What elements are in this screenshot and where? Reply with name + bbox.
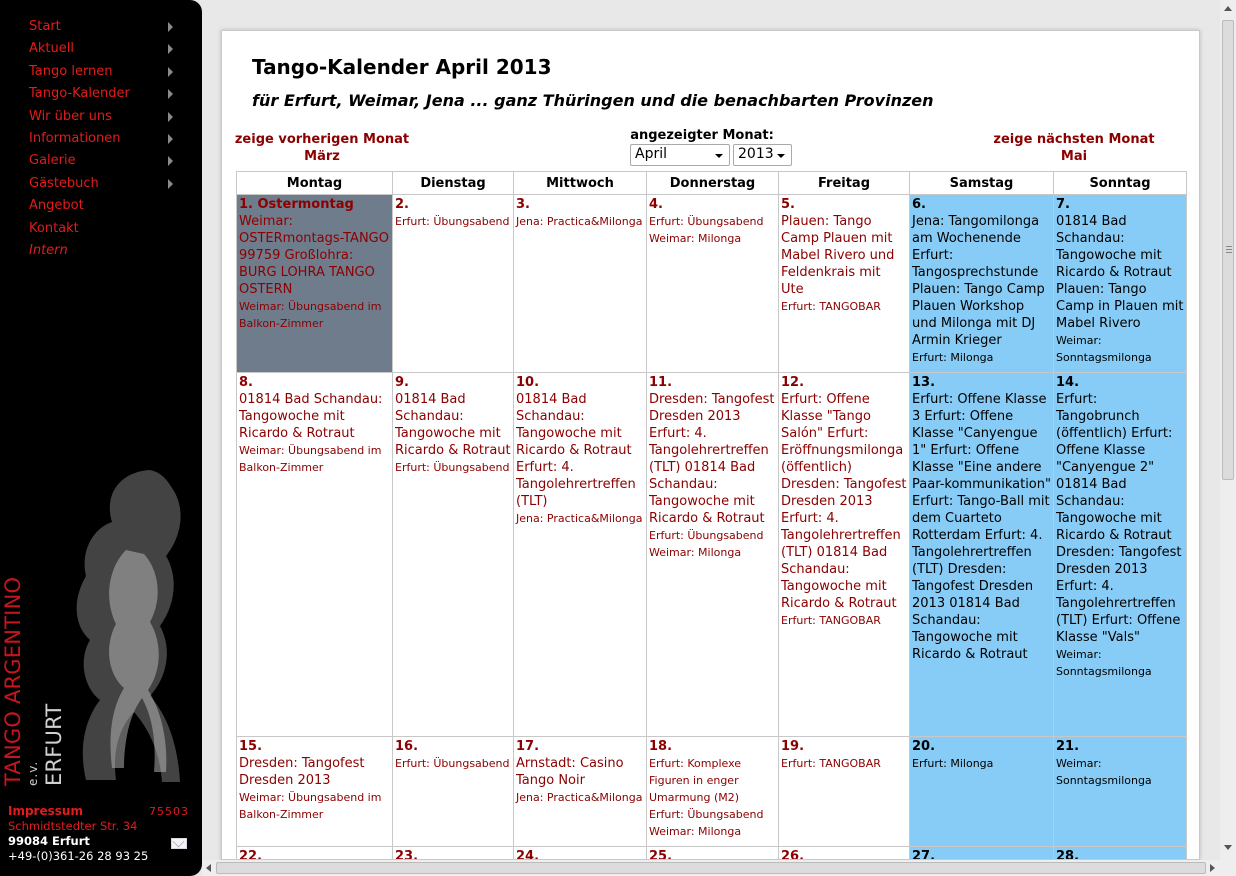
nav-item-label: Tango lernen	[29, 63, 113, 79]
address-city: 99084 Erfurt	[8, 834, 90, 848]
year-select[interactable]	[733, 144, 792, 166]
calendar-week-row	[237, 195, 1187, 373]
calendar-event-link[interactable]: Weimar: Milonga	[649, 825, 742, 838]
nav-item-label: Aktuell	[29, 41, 74, 57]
calendar-event-link[interactable]: Erfurt: Übungsabend	[395, 461, 510, 474]
address-street: Schmidtstedter Str. 34	[8, 819, 138, 833]
shown-month-label: angezeigter Monat:	[630, 128, 774, 143]
nav-item-tango-kalender[interactable]	[0, 83, 202, 105]
horizontal-scrollbar[interactable]	[202, 860, 1220, 876]
scroll-down-arrow-icon[interactable]	[1224, 845, 1232, 850]
calendar-event-link[interactable]: Dresden: Tangofest Dresden 2013 Erfurt: 4. Tangolehrertreffen (TLT) 01814 Bad Schandau: Tangowoche mit Ricardo & Rotraut	[649, 392, 775, 526]
day-number: 14.	[1056, 375, 1080, 390]
nav-item-informationen[interactable]	[0, 128, 202, 150]
weekday-header-row	[237, 172, 1187, 195]
day-number: 22.	[239, 849, 263, 860]
calendar-event-link[interactable]: Weimar: Sonntagsmilonga	[1056, 334, 1152, 364]
weekday-header: Freitag	[779, 172, 910, 195]
next-month-link[interactable]	[974, 131, 1174, 165]
calendar-event-link[interactable]: Weimar: Übungsabend im Balkon-Zimmer	[239, 791, 382, 821]
calendar-event-link[interactable]: Weimar: Milonga	[649, 546, 742, 559]
weekday-header: Dienstag	[393, 172, 514, 195]
calendar-day-cell	[779, 737, 910, 847]
calendar-day-cell	[647, 195, 779, 373]
calendar-day-cell	[1054, 373, 1187, 737]
calendar-event-link[interactable]: Erfurt: Übungsabend	[649, 808, 764, 821]
day-number: 25.	[649, 849, 673, 860]
nav-item-tango-lernen[interactable]	[0, 61, 202, 83]
calendar-day-cell	[910, 737, 1054, 847]
day-number: 24.	[516, 849, 540, 860]
sidebar	[0, 0, 202, 876]
month-select[interactable]	[630, 144, 730, 166]
day-number: 17.	[516, 739, 540, 754]
calendar-event-link[interactable]: Arnstadt: Casino Tango Noir	[516, 756, 624, 788]
calendar-day-cell	[237, 373, 393, 737]
calendar-day-cell	[514, 737, 647, 847]
month-select-value: April	[635, 146, 667, 162]
scroll-up-arrow-icon[interactable]	[1224, 6, 1232, 11]
chevron-down-icon	[777, 154, 785, 158]
mail-icon[interactable]	[171, 838, 187, 849]
calendar-day-cell	[779, 847, 910, 861]
calendar-week-row	[237, 373, 1187, 737]
page-subtitle: für Erfurt, Weimar, Jena ... ganz Thüringen und die benachbarten Provinzen	[252, 91, 934, 110]
previous-month-name: März	[304, 149, 340, 164]
nav-item-label: Galerie	[29, 153, 76, 169]
scroll-right-arrow-icon[interactable]	[1210, 864, 1215, 872]
weekday-header: Montag	[237, 172, 393, 195]
scrollbar-corner	[1220, 860, 1236, 876]
day-number: 13.	[912, 375, 936, 390]
day-number: 12.	[781, 375, 805, 390]
brand-vertical-text: TANGO ARGENTINO e.v. ERFURT	[1, 576, 66, 786]
calendar-day-cell	[393, 195, 514, 373]
calendar-day-cell	[647, 737, 779, 847]
calendar-event-link[interactable]: 01814 Bad Schandau: Tangowoche mit Ricardo & Rotraut	[395, 392, 511, 458]
calendar-day-cell	[910, 373, 1054, 737]
nav-item-label: Gästebuch	[29, 175, 99, 191]
day-number: 19.	[781, 739, 805, 754]
day-number: 27.	[912, 849, 936, 860]
calendar-day-cell	[514, 847, 647, 861]
day-number: 1. Ostermontag	[239, 197, 354, 212]
day-number: 9.	[395, 375, 409, 390]
previous-month-link[interactable]	[222, 131, 422, 165]
nav-item-intern[interactable]	[0, 240, 202, 262]
nav-item-label: Wir über uns	[29, 108, 112, 124]
chevron-right-icon	[168, 44, 173, 54]
phone-number: +49-(0)361-26 28 93 25	[8, 849, 149, 863]
chevron-right-icon	[168, 67, 173, 77]
nav-item-gästebuch[interactable]	[0, 173, 202, 195]
grip-icon	[1226, 246, 1232, 247]
chevron-right-icon	[168, 156, 173, 166]
day-number: 23.	[395, 849, 419, 860]
day-number: 2.	[395, 197, 409, 212]
calendar-event-link[interactable]: Weimar: Sonntagsmilonga	[1056, 648, 1152, 678]
calendar-day-cell	[237, 737, 393, 847]
impressum-link[interactable]: Impressum	[8, 804, 83, 818]
calendar-day-cell	[393, 373, 514, 737]
main-nav	[0, 16, 202, 262]
day-number: 28.	[1056, 849, 1080, 860]
day-number: 7.	[1056, 197, 1070, 212]
visitor-counter: 75503	[149, 805, 189, 818]
calendar-day-cell	[647, 847, 779, 861]
content-panel	[221, 30, 1200, 860]
nav-item-label: Tango-Kalender	[29, 86, 130, 102]
day-number: 6.	[912, 197, 926, 212]
nav-item-angebot[interactable]	[0, 195, 202, 217]
chevron-right-icon	[168, 134, 173, 144]
calendar-day-cell	[1054, 737, 1187, 847]
nav-item-aktuell[interactable]	[0, 38, 202, 60]
nav-item-label: Intern	[29, 242, 68, 258]
year-select-value: 2013	[738, 146, 774, 162]
calendar-event-link[interactable]: 01814 Bad Schandau: Tangowoche mit Ricardo & Rotraut Plauen: Tango Camp in Plauen mit Mabel Rivero	[1056, 214, 1184, 331]
calendar-event-link[interactable]: 01814 Bad Schandau: Tangowoche mit Ricardo & Rotraut	[239, 392, 383, 441]
calendar-event-link[interactable]: Jena: Practica&Milonga	[516, 215, 643, 228]
nav-item-start[interactable]	[0, 16, 202, 38]
calendar-day-cell	[1054, 195, 1187, 373]
calendar-event-link[interactable]: Erfurt: Übungsabend	[395, 757, 510, 770]
nav-item-label: Start	[29, 19, 61, 34]
day-number: 10.	[516, 375, 540, 390]
next-month-name: Mai	[1060, 149, 1088, 164]
calendar-event-link[interactable]: Jena: Practica&Milonga	[516, 512, 643, 525]
calendar-event-link[interactable]: Jena: Tangomilonga am Wochenende Erfurt: Tangosprechstunde Plauen: Tango Camp Plauen Workshop und Milonga mit DJ Armin Krieger	[912, 214, 1045, 348]
day-number: 3.	[516, 197, 530, 212]
calendar-event-link[interactable]: Erfurt: Offene Klasse 3 Erfurt: Offene Klasse "Canyengue 1" Erfurt: Offene Klasse "Eine andere Paar-kommunikation" Erfurt: Tango-Ball mit dem Cuarteto Rotterdam Erfurt: 4. Tangolehrertreffen (TLT) Dresden: Tangofest Dresden 2013 01814 Bad Schandau: Tangowoche mit Ricardo & Rotraut	[912, 392, 1051, 662]
vertical-scrollbar[interactable]	[1220, 0, 1236, 860]
nav-item-kontakt[interactable]	[0, 218, 202, 240]
calendar-day-cell	[910, 847, 1054, 861]
calendar-day-cell	[779, 195, 910, 373]
day-number: 11.	[649, 375, 673, 390]
scroll-left-arrow-icon[interactable]	[206, 864, 211, 872]
calendar-event-link[interactable]: Weimar: Sonntagsmilonga	[1056, 757, 1152, 787]
calendar-day-cell	[1054, 847, 1187, 861]
calendar-day-cell	[237, 195, 393, 373]
day-number: 26.	[781, 849, 805, 860]
calendar-day-cell	[647, 373, 779, 737]
calendar-event-link[interactable]: Erfurt: Komplexe Figuren in enger Umarmung (M2)	[649, 757, 742, 804]
calendar-event-link[interactable]: Weimar: Übungsabend im Balkon-Zimmer	[239, 300, 382, 330]
calendar-event-link[interactable]: Erfurt: Übungsabend	[395, 215, 510, 228]
calendar-event-link[interactable]: Erfurt: Milonga	[912, 757, 994, 770]
calendar-event-link[interactable]: Weimar: OSTERmontags-TANGO 99759 Großlohra: BURG LOHRA TANGO OSTERN	[239, 214, 389, 297]
calendar-day-cell	[237, 847, 393, 861]
chevron-right-icon	[168, 22, 173, 32]
calendar-event-link[interactable]: Jena: Practica&Milonga	[516, 791, 643, 804]
day-number: 18.	[649, 739, 673, 754]
calendar-day-cell	[779, 373, 910, 737]
page-title: Tango-Kalender April 2013	[252, 55, 552, 79]
chevron-right-icon	[168, 89, 173, 99]
previous-month-label: zeige vorherigen Monat	[234, 132, 410, 147]
chevron-right-icon	[168, 179, 173, 189]
calendar-day-cell	[910, 195, 1054, 373]
calendar-event-link[interactable]: Erfurt: Tangobrunch (öffentlich) Erfurt: Offene Klasse "Canyengue 2" 01814 Bad Schandau: Tangowoche mit Ricardo & Rotraut Dresden: Tangofest Dresden 2013 Erfurt: 4. Tangolehrertreffen (TLT) Erfurt: Offene Klasse "Vals"	[1056, 392, 1182, 645]
calendar-event-link[interactable]: Weimar: Milonga	[649, 232, 742, 245]
vertical-scroll-thumb[interactable]	[1222, 20, 1234, 480]
calendar-event-link[interactable]: Erfurt: Offene Klasse "Tango Salón" Erfurt: Eröffnungsmilonga (öffentlich) Dresden: Tangofest Dresden 2013 Erfurt: 4. Tangolehrertreffen (TLT) 01814 Bad Schandau: Tangowoche mit Ricardo & Rotraut	[781, 392, 907, 611]
calendar-event-link[interactable]: 01814 Bad Schandau: Tangowoche mit Ricardo & Rotraut Erfurt: 4. Tangolehrertreffen (TLT)	[516, 392, 636, 509]
weekday-header: Samstag	[910, 172, 1054, 195]
next-month-label: zeige nächsten Monat	[993, 132, 1155, 147]
weekday-header: Sonntag	[1054, 172, 1187, 195]
calendar-event-link[interactable]: Erfurt: Milonga	[912, 351, 994, 364]
weekday-header: Donnerstag	[647, 172, 779, 195]
calendar-event-link[interactable]: Erfurt: TANGOBAR	[781, 614, 881, 627]
calendar-event-link[interactable]: Plauen: Tango Camp Plauen mit Mabel Rivero und Feldenkrais mit Ute	[781, 214, 895, 297]
weekday-header: Mittwoch	[514, 172, 647, 195]
calendar-table	[236, 171, 1187, 860]
calendar-day-cell	[514, 195, 647, 373]
day-number: 8.	[239, 375, 253, 390]
calendar-event-link[interactable]: Erfurt: Übungsabend	[649, 215, 764, 228]
nav-item-label: Angebot	[29, 198, 84, 214]
day-number: 16.	[395, 739, 419, 754]
calendar-event-link[interactable]: Weimar: Übungsabend im Balkon-Zimmer	[239, 444, 382, 474]
calendar-day-cell	[393, 847, 514, 861]
calendar-event-link[interactable]: Erfurt: TANGOBAR	[781, 757, 881, 770]
calendar-event-link[interactable]: Erfurt: TANGOBAR	[781, 300, 881, 313]
calendar-event-link[interactable]: Dresden: Tangofest Dresden 2013	[239, 756, 365, 788]
calendar-day-cell	[393, 737, 514, 847]
nav-item-wir-über-uns[interactable]	[0, 106, 202, 128]
day-number: 21.	[1056, 739, 1080, 754]
day-number: 4.	[649, 197, 663, 212]
day-number: 20.	[912, 739, 936, 754]
sidebar-footer	[8, 804, 193, 864]
calendar-day-cell	[514, 373, 647, 737]
calendar-week-row	[237, 737, 1187, 847]
calendar-week-row	[237, 847, 1187, 861]
calendar-event-link[interactable]: Erfurt: Übungsabend	[649, 529, 764, 542]
nav-item-galerie[interactable]	[0, 150, 202, 172]
chevron-right-icon	[168, 112, 173, 122]
chevron-down-icon	[715, 154, 723, 158]
nav-item-label: Informationen	[29, 130, 121, 146]
horizontal-scroll-thumb[interactable]	[216, 862, 1206, 874]
day-number: 15.	[239, 739, 263, 754]
day-number: 5.	[781, 197, 795, 212]
nav-item-label: Kontakt	[29, 220, 79, 236]
